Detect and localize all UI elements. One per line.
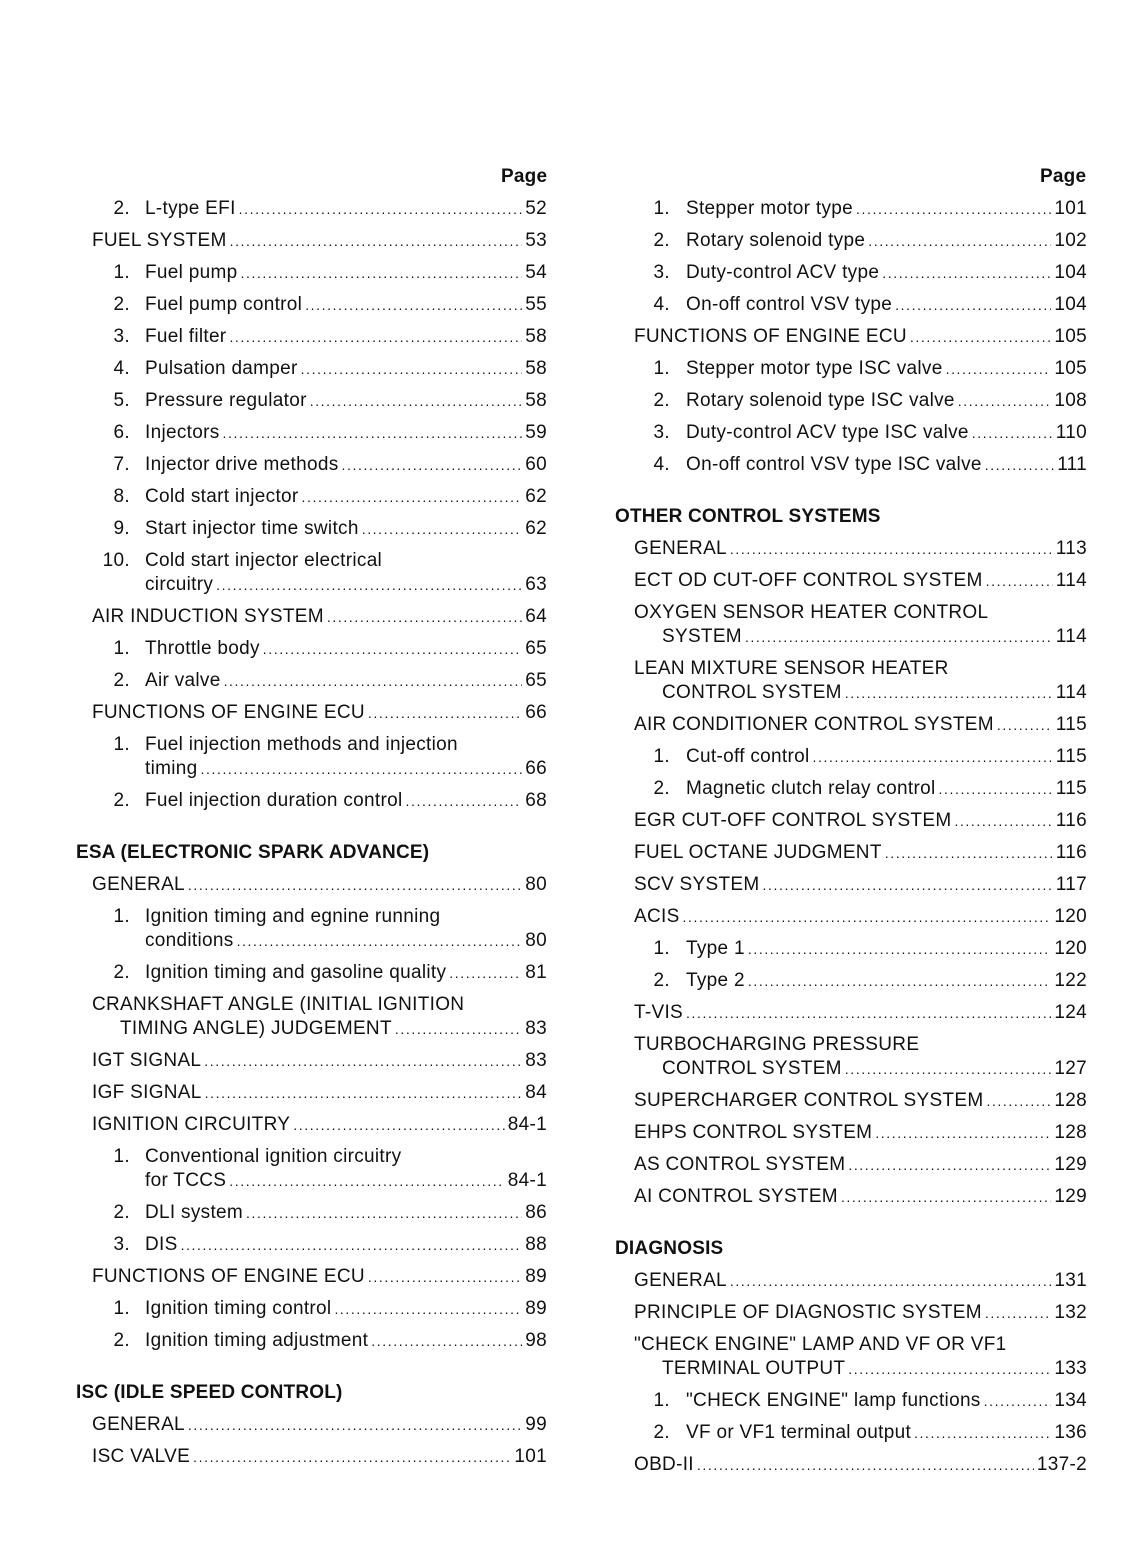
- entry-page-number: 66: [525, 702, 547, 723]
- dot-leader: [368, 1266, 522, 1288]
- entry-number: 4.: [653, 454, 670, 475]
- entry-title: OBD-II: [634, 1454, 694, 1475]
- entry-page-number: 133: [1054, 1358, 1087, 1379]
- entry-page-number: 128: [1054, 1090, 1087, 1111]
- dot-leader: [748, 970, 1052, 992]
- dot-leader: [216, 574, 522, 596]
- entry-title: Throttle body: [145, 638, 260, 659]
- dot-leader: [868, 230, 1051, 252]
- entry-number: 1.: [653, 938, 670, 959]
- entry-number: 3.: [113, 1234, 130, 1255]
- entry-page-number: 114: [1055, 570, 1087, 591]
- entry-title: AS CONTROL SYSTEM: [634, 1154, 846, 1175]
- entry-page-number: 110: [1055, 422, 1087, 443]
- dot-leader: [910, 326, 1051, 348]
- entry-page-number: 86: [525, 1202, 547, 1223]
- entry-number: 1.: [653, 746, 670, 767]
- entry-number: 1.: [113, 638, 130, 659]
- entry-page-number: 88: [525, 1234, 547, 1255]
- entry-page-number: 129: [1054, 1154, 1087, 1175]
- entry-page-number: 105: [1054, 326, 1087, 347]
- entry-title: CONTROL SYSTEM: [662, 682, 842, 703]
- entry-title: "CHECK ENGINE" lamp functions: [686, 1390, 981, 1411]
- dot-leader: [305, 294, 522, 316]
- entry-title: FUNCTIONS OF ENGINE ECU: [92, 702, 365, 723]
- entry-title: EGR CUT-OFF CONTROL SYSTEM: [634, 810, 952, 831]
- dot-leader: [229, 1170, 505, 1192]
- entry-page-number: 68: [525, 790, 547, 811]
- entry-number: 1.: [113, 1146, 130, 1167]
- entry-title: T-VIS: [634, 1002, 684, 1023]
- entry-page-number: 115: [1055, 778, 1087, 799]
- dot-leader: [293, 1114, 505, 1136]
- dot-leader: [845, 682, 1053, 704]
- entry-title: Magnetic clutch relay control: [686, 778, 936, 799]
- dot-leader: [984, 1390, 1052, 1412]
- entry-page-number: 84-1: [507, 1114, 547, 1135]
- entry-title: CONTROL SYSTEM: [662, 1058, 842, 1079]
- entry-page-number: 89: [525, 1298, 547, 1319]
- entry-number: 3.: [653, 262, 670, 283]
- dot-leader: [882, 262, 1051, 284]
- section-heading: ISC (IDLE SPEED CONTROL): [76, 1382, 343, 1403]
- dot-leader: [986, 570, 1053, 592]
- entry-number: 3.: [653, 422, 670, 443]
- dot-leader: [240, 262, 522, 284]
- entry-page-number: 127: [1054, 1058, 1087, 1079]
- entry-title: Duty-control ACV type ISC valve: [686, 422, 969, 443]
- entry-title-line1: Cold start injector electrical: [145, 550, 383, 571]
- entry-page-number: 114: [1055, 682, 1087, 703]
- entry-number: 1.: [653, 198, 670, 219]
- entry-title-line1: TURBOCHARGING PRESSURE: [634, 1034, 920, 1055]
- dot-leader: [327, 606, 522, 628]
- entry-page-number: 84: [525, 1082, 547, 1103]
- entry-page-number: 60: [525, 454, 547, 475]
- entry-title: EHPS CONTROL SYSTEM: [634, 1122, 873, 1143]
- dot-leader: [230, 230, 523, 252]
- entry-number: 2.: [113, 1330, 130, 1351]
- dot-leader: [239, 198, 523, 220]
- entry-number: 2.: [113, 962, 130, 983]
- dot-leader: [997, 714, 1053, 736]
- section-heading: OTHER CONTROL SYSTEMS: [615, 506, 881, 527]
- entry-title: Fuel injection duration control: [145, 790, 403, 811]
- dot-leader: [954, 810, 1052, 832]
- entry-title: FUNCTIONS OF ENGINE ECU: [634, 326, 907, 347]
- entry-title: Cold start injector: [145, 486, 299, 507]
- dot-leader: [237, 930, 523, 952]
- entry-title: AI CONTROL SYSTEM: [634, 1186, 838, 1207]
- entry-number: 9.: [113, 518, 130, 539]
- entry-number: 1.: [653, 358, 670, 379]
- dot-leader: [762, 874, 1052, 896]
- dot-leader: [310, 390, 523, 412]
- entry-title: IGT SIGNAL: [92, 1050, 202, 1071]
- dot-leader: [229, 326, 522, 348]
- entry-page-number: 105: [1054, 358, 1087, 379]
- dot-leader: [895, 294, 1051, 316]
- dot-leader: [200, 758, 522, 780]
- entry-page-number: 83: [525, 1050, 547, 1071]
- entry-page-number: 128: [1054, 1122, 1087, 1143]
- entry-title: Type 1: [686, 938, 745, 959]
- entry-page-number: 101: [514, 1446, 547, 1467]
- entry-page-number: 89: [525, 1266, 547, 1287]
- entry-page-number: 104: [1054, 262, 1087, 283]
- entry-number: 8.: [113, 486, 130, 507]
- dot-leader: [812, 746, 1052, 768]
- dot-leader: [188, 1414, 522, 1436]
- entry-number: 10.: [102, 550, 130, 571]
- entry-title: L-type EFI: [145, 198, 236, 219]
- entry-page-number: 63: [525, 574, 547, 595]
- entry-title: SYSTEM: [662, 626, 742, 647]
- entry-title-line1: OXYGEN SENSOR HEATER CONTROL: [634, 602, 989, 623]
- dot-leader: [395, 1018, 522, 1040]
- entry-number: 1.: [113, 262, 130, 283]
- entry-page-number: 62: [525, 518, 547, 539]
- entry-page-number: 124: [1054, 1002, 1087, 1023]
- dot-leader: [223, 422, 523, 444]
- entry-page-number: 120: [1054, 906, 1087, 927]
- entry-page-number: 58: [525, 390, 547, 411]
- entry-page-number: 117: [1055, 874, 1087, 895]
- dot-leader: [697, 1454, 1034, 1476]
- entry-title: TERMINAL OUTPUT: [662, 1358, 846, 1379]
- dot-leader: [301, 358, 523, 380]
- entry-page-number: 83: [525, 1018, 547, 1039]
- entry-page-number: 131: [1054, 1270, 1087, 1291]
- entry-title: ISC VALVE: [92, 1446, 191, 1467]
- entry-title: conditions: [145, 930, 234, 951]
- entry-title: ACIS: [634, 906, 680, 927]
- entry-number: 4.: [113, 358, 130, 379]
- dot-leader: [683, 906, 1052, 928]
- entry-title: timing: [145, 758, 198, 779]
- entry-title: Pressure regulator: [145, 390, 307, 411]
- entry-page-number: 80: [525, 874, 547, 895]
- dot-leader: [875, 1122, 1051, 1144]
- dot-leader: [263, 638, 522, 660]
- dot-leader: [302, 486, 523, 508]
- entry-page-number: 98: [525, 1330, 547, 1351]
- entry-title: Stepper motor type ISC valve: [686, 358, 943, 379]
- entry-title: On-off control VSV type: [686, 294, 893, 315]
- section-heading: DIAGNOSIS: [615, 1238, 724, 1259]
- dot-leader: [368, 702, 522, 724]
- entry-title-line1: LEAN MIXTURE SENSOR HEATER: [634, 658, 949, 679]
- entry-title: ECT OD CUT-OFF CONTROL SYSTEM: [634, 570, 983, 591]
- entry-page-number: 53: [525, 230, 547, 251]
- dot-leader: [845, 1058, 1052, 1080]
- dot-leader: [848, 1154, 1051, 1176]
- entry-page-number: 55: [525, 294, 547, 315]
- dot-leader: [848, 1358, 1051, 1380]
- dot-leader: [946, 358, 1052, 380]
- entry-page-number: 101: [1054, 198, 1087, 219]
- entry-title-line1: Ignition timing and egnine running: [145, 906, 441, 927]
- entry-number: 2.: [653, 778, 670, 799]
- dot-leader: [986, 1090, 1051, 1112]
- entry-page-number: 122: [1054, 970, 1087, 991]
- entry-page-number: 134: [1054, 1390, 1087, 1411]
- dot-leader: [362, 518, 523, 540]
- entry-title: Stepper motor type: [686, 198, 853, 219]
- entry-number: 6.: [113, 422, 130, 443]
- entry-page-number: 80: [525, 930, 547, 951]
- entry-page-number: 58: [525, 326, 547, 347]
- dot-leader: [449, 962, 522, 984]
- entry-title: SCV SYSTEM: [634, 874, 760, 895]
- entry-title: PRINCIPLE OF DIAGNOSTIC SYSTEM: [634, 1302, 982, 1323]
- entry-number: 1.: [113, 734, 130, 755]
- entry-title: FUEL SYSTEM: [92, 230, 227, 251]
- dot-leader: [914, 1422, 1051, 1444]
- entry-title: FUEL OCTANE JUDGMENT: [634, 842, 882, 863]
- entry-page-number: 84-1: [507, 1170, 547, 1191]
- entry-page-number: 116: [1055, 842, 1087, 863]
- entry-title: circuitry: [145, 574, 214, 595]
- dot-leader: [938, 778, 1052, 800]
- dot-leader: [406, 790, 523, 812]
- entry-number: 2.: [113, 294, 130, 315]
- entry-number: 5.: [113, 390, 130, 411]
- entry-title: IGF SIGNAL: [92, 1082, 202, 1103]
- entry-number: 1.: [113, 1298, 130, 1319]
- entry-number: 4.: [653, 294, 670, 315]
- entry-page-number: 115: [1055, 746, 1087, 767]
- dot-leader: [841, 1186, 1051, 1208]
- entry-title: Injectors: [145, 422, 220, 443]
- dot-leader: [985, 454, 1054, 476]
- dot-leader: [181, 1234, 523, 1256]
- dot-leader: [985, 1302, 1052, 1324]
- entry-title: Start injector time switch: [145, 518, 359, 539]
- dot-leader: [972, 422, 1053, 444]
- entry-page-number: 129: [1054, 1186, 1087, 1207]
- entry-title: AIR INDUCTION SYSTEM: [92, 606, 324, 627]
- entry-title: IGNITION CIRCUITRY: [92, 1114, 291, 1135]
- entry-page-number: 52: [525, 198, 547, 219]
- entry-page-number: 104: [1054, 294, 1087, 315]
- entry-title-line1: "CHECK ENGINE" LAMP AND VF OR VF1: [634, 1334, 1007, 1355]
- entry-number: 2.: [653, 230, 670, 251]
- entry-page-number: 66: [525, 758, 547, 779]
- entry-page-number: 65: [525, 638, 547, 659]
- dot-leader: [371, 1330, 522, 1352]
- entry-title-line1: Fuel injection methods and injection: [145, 734, 458, 755]
- entry-number: 3.: [113, 326, 130, 347]
- entry-number: 2.: [113, 670, 130, 691]
- entry-page-number: 108: [1054, 390, 1087, 411]
- entry-title: Injector drive methods: [145, 454, 339, 475]
- entry-page-number: 137-2: [1036, 1454, 1087, 1475]
- entry-number: 2.: [113, 198, 130, 219]
- page-column-header: Page: [501, 166, 548, 187]
- entry-title: Fuel pump control: [145, 294, 303, 315]
- entry-page-number: 64: [525, 606, 547, 627]
- entry-number: 2.: [653, 390, 670, 411]
- entry-page-number: 65: [525, 670, 547, 691]
- dot-leader: [856, 198, 1051, 220]
- entry-number: 1.: [653, 1390, 670, 1411]
- entry-number: 1.: [113, 906, 130, 927]
- entry-page-number: 136: [1054, 1422, 1087, 1443]
- entry-page-number: 62: [525, 486, 547, 507]
- entry-page-number: 114: [1055, 626, 1087, 647]
- dot-leader: [204, 1050, 522, 1072]
- entry-title: VF or VF1 terminal output: [686, 1422, 912, 1443]
- entry-page-number: 81: [525, 962, 547, 983]
- entry-number: 2.: [653, 970, 670, 991]
- entry-page-number: 111: [1057, 454, 1087, 475]
- dot-leader: [958, 390, 1052, 412]
- entry-title: Ignition timing adjustment: [145, 1330, 369, 1351]
- entry-page-number: 102: [1054, 230, 1087, 251]
- section-heading: ESA (ELECTRONIC SPARK ADVANCE): [76, 842, 430, 863]
- entry-page-number: 115: [1055, 714, 1087, 735]
- dot-leader: [193, 1446, 511, 1468]
- entry-page-number: 59: [525, 422, 547, 443]
- entry-title: Type 2: [686, 970, 745, 991]
- entry-page-number: 58: [525, 358, 547, 379]
- dot-leader: [342, 454, 523, 476]
- page-column-header: Page: [1040, 166, 1087, 187]
- entry-title: GENERAL: [92, 874, 185, 895]
- dot-leader: [334, 1298, 522, 1320]
- entry-title: for TCCS: [145, 1170, 227, 1191]
- entry-title: FUNCTIONS OF ENGINE ECU: [92, 1266, 365, 1287]
- dot-leader: [205, 1082, 523, 1104]
- entry-title: DLI system: [145, 1202, 244, 1223]
- entry-page-number: 120: [1054, 938, 1087, 959]
- dot-leader: [224, 670, 523, 692]
- dot-leader: [745, 626, 1053, 648]
- entry-number: 7.: [113, 454, 130, 475]
- dot-leader: [748, 938, 1052, 960]
- entry-title: On-off control VSV type ISC valve: [686, 454, 982, 475]
- entry-title: Pulsation damper: [145, 358, 298, 379]
- entry-title: Duty-control ACV type: [686, 262, 880, 283]
- entry-page-number: 132: [1054, 1302, 1087, 1323]
- entry-title: Fuel pump: [145, 262, 238, 283]
- entry-title: Fuel filter: [145, 326, 227, 347]
- entry-title: Cut-off control: [686, 746, 810, 767]
- entry-title: Ignition timing and gasoline quality: [145, 962, 447, 983]
- entry-number: 2.: [113, 1202, 130, 1223]
- dot-leader: [730, 538, 1053, 560]
- dot-leader: [730, 1270, 1051, 1292]
- entry-number: 2.: [653, 1422, 670, 1443]
- entry-title: Ignition timing control: [145, 1298, 332, 1319]
- entry-title: Rotary solenoid type ISC valve: [686, 390, 955, 411]
- dot-leader: [246, 1202, 522, 1224]
- entry-title: GENERAL: [634, 538, 727, 559]
- entry-title-line1: Conventional ignition circuitry: [145, 1146, 402, 1167]
- entry-page-number: 113: [1055, 538, 1087, 559]
- entry-page-number: 99: [525, 1414, 547, 1435]
- entry-title: Rotary solenoid type: [686, 230, 866, 251]
- entry-number: 2.: [113, 790, 130, 811]
- entry-title: AIR CONDITIONER CONTROL SYSTEM: [634, 714, 994, 735]
- dot-leader: [188, 874, 522, 896]
- entry-title: GENERAL: [634, 1270, 727, 1291]
- entry-page-number: 116: [1055, 810, 1087, 831]
- entry-title-line1: CRANKSHAFT ANGLE (INITIAL IGNITION: [92, 994, 465, 1015]
- entry-title: GENERAL: [92, 1414, 185, 1435]
- dot-leader: [885, 842, 1053, 864]
- entry-page-number: 54: [525, 262, 547, 283]
- dot-leader: [686, 1002, 1051, 1024]
- entry-title: DIS: [145, 1234, 178, 1255]
- entry-title: TIMING ANGLE) JUDGEMENT: [120, 1018, 392, 1039]
- entry-title: Air valve: [145, 670, 221, 691]
- entry-title: SUPERCHARGER CONTROL SYSTEM: [634, 1090, 984, 1111]
